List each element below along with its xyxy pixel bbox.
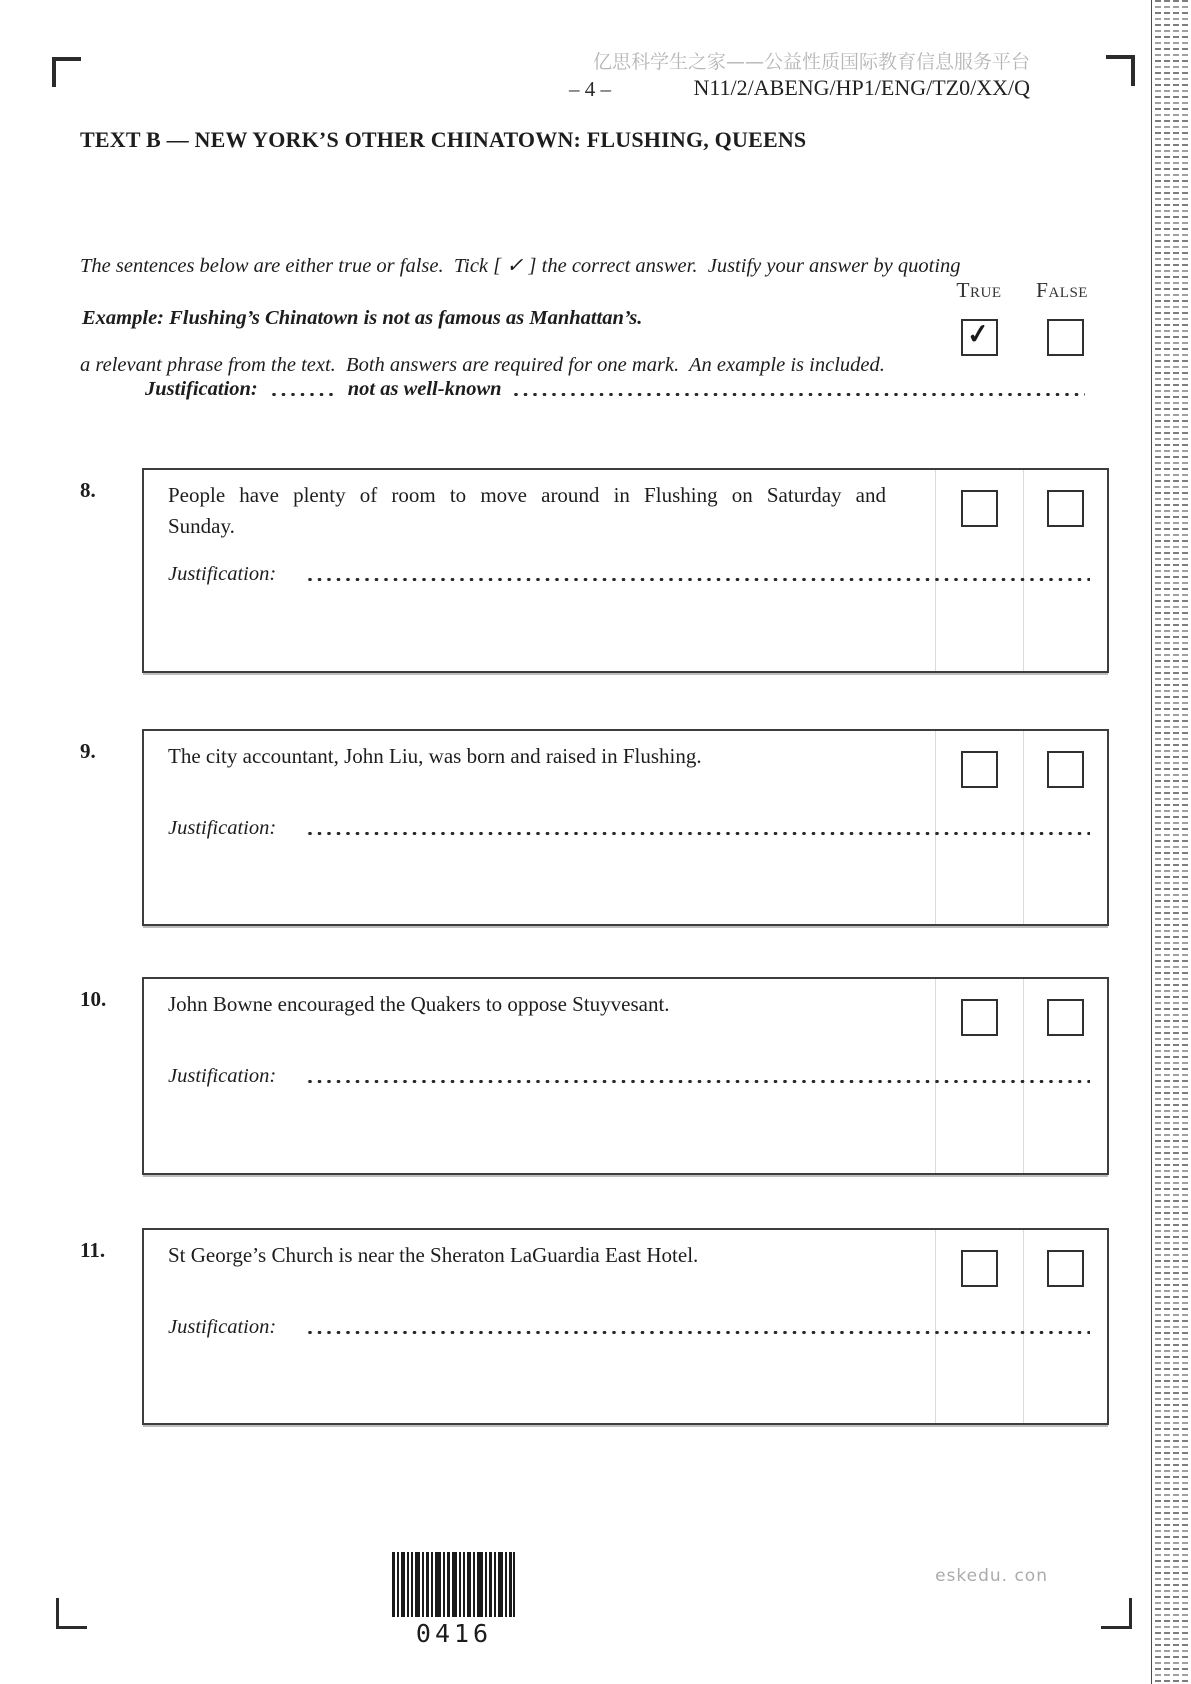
site-watermark: eskedu. con (935, 1566, 1048, 1586)
question-8-justification-row (168, 563, 1090, 586)
justification-answer-line[interactable] (308, 1080, 1090, 1083)
question-10-false-checkbox[interactable] (1047, 999, 1084, 1036)
question-10-box (142, 977, 1109, 1175)
instructions-line-2: a relevant phrase from the text. Both answers are required for one mark. An example is included. (80, 354, 885, 376)
justification-answer-line[interactable] (308, 578, 1090, 581)
question-11-statement: St George’s Church is near the Sheraton LaGuardia East Hotel. (168, 1243, 699, 1267)
crop-mark-top-right (1106, 55, 1135, 86)
question-11-false-checkbox[interactable] (1047, 1250, 1084, 1287)
question-8-false-checkbox[interactable] (1047, 490, 1084, 527)
true-column-header: True (956, 278, 1002, 302)
example-false-checkbox[interactable] (1047, 319, 1084, 356)
halftone-texture-strip (1151, 0, 1191, 1684)
dotted-line (514, 393, 1085, 396)
question-10-true-checkbox[interactable] (961, 999, 998, 1036)
question-11-justification-row (168, 1316, 1090, 1339)
justification-answer-line[interactable] (308, 832, 1090, 835)
barcode-number: 0416 (415, 1619, 493, 1648)
paper-code: N11/2/ABENG/HP1/ENG/TZ0/XX/Q (693, 75, 1030, 100)
barcode (392, 1552, 515, 1617)
justification-label: Justification: (168, 817, 277, 839)
question-9-box (142, 729, 1109, 926)
question-11-number: 11. (80, 1238, 106, 1262)
question-9-true-checkbox[interactable] (961, 751, 998, 788)
justification-label: Justification: (145, 378, 258, 400)
question-9-statement: The city accountant, John Liu, was born and raised in Flushing. (168, 744, 702, 768)
false-column-header: False (1036, 278, 1088, 302)
chinese-watermark: 亿思科学生之家——公益性质国际教育信息服务平台 (592, 51, 1030, 73)
example-statement: Example: Flushing’s Chinatown is not as famous as Manhattan’s. (82, 307, 643, 329)
question-8-true-checkbox[interactable] (961, 490, 998, 527)
question-11-true-checkbox[interactable] (961, 1250, 998, 1287)
question-10-number: 10. (80, 987, 107, 1011)
justification-answer-line[interactable] (308, 1331, 1090, 1334)
crop-mark-bottom-left (56, 1598, 87, 1629)
question-10-statement: John Bowne encouraged the Quakers to oppose Stuyvesant. (168, 992, 670, 1016)
section-title: TEXT B — NEW YORK’S OTHER CHINATOWN: FLUSHING, QUEENS (80, 127, 807, 152)
question-8-box (142, 468, 1109, 673)
example-justification-row (145, 378, 1085, 401)
example-true-checkbox[interactable] (961, 319, 998, 356)
question-9-number: 9. (80, 739, 96, 763)
question-9-justification-row (168, 817, 1090, 840)
question-10-justification-row (168, 1065, 1090, 1088)
justification-label: Justification: (168, 563, 277, 585)
checkmark-icon: ✓ (965, 318, 991, 351)
question-9-false-checkbox[interactable] (1047, 751, 1084, 788)
question-8-number: 8. (80, 478, 96, 502)
question-8-statement: People have plenty of room to move around in Flushing on Saturday and Sunday. (168, 483, 886, 538)
justification-label: Justification: (168, 1316, 277, 1338)
crop-mark-bottom-right (1101, 1598, 1132, 1629)
page-number: – 4 – (569, 77, 611, 101)
justification-label: Justification: (168, 1065, 277, 1087)
instructions-line-1: The sentences below are either true or false. Tick [ ✓ ] the correct answer. Justify your answer by quoting (80, 255, 961, 277)
example-justification-answer: not as well-known (347, 378, 502, 400)
dotted-line (272, 393, 336, 396)
question-11-box (142, 1228, 1109, 1425)
